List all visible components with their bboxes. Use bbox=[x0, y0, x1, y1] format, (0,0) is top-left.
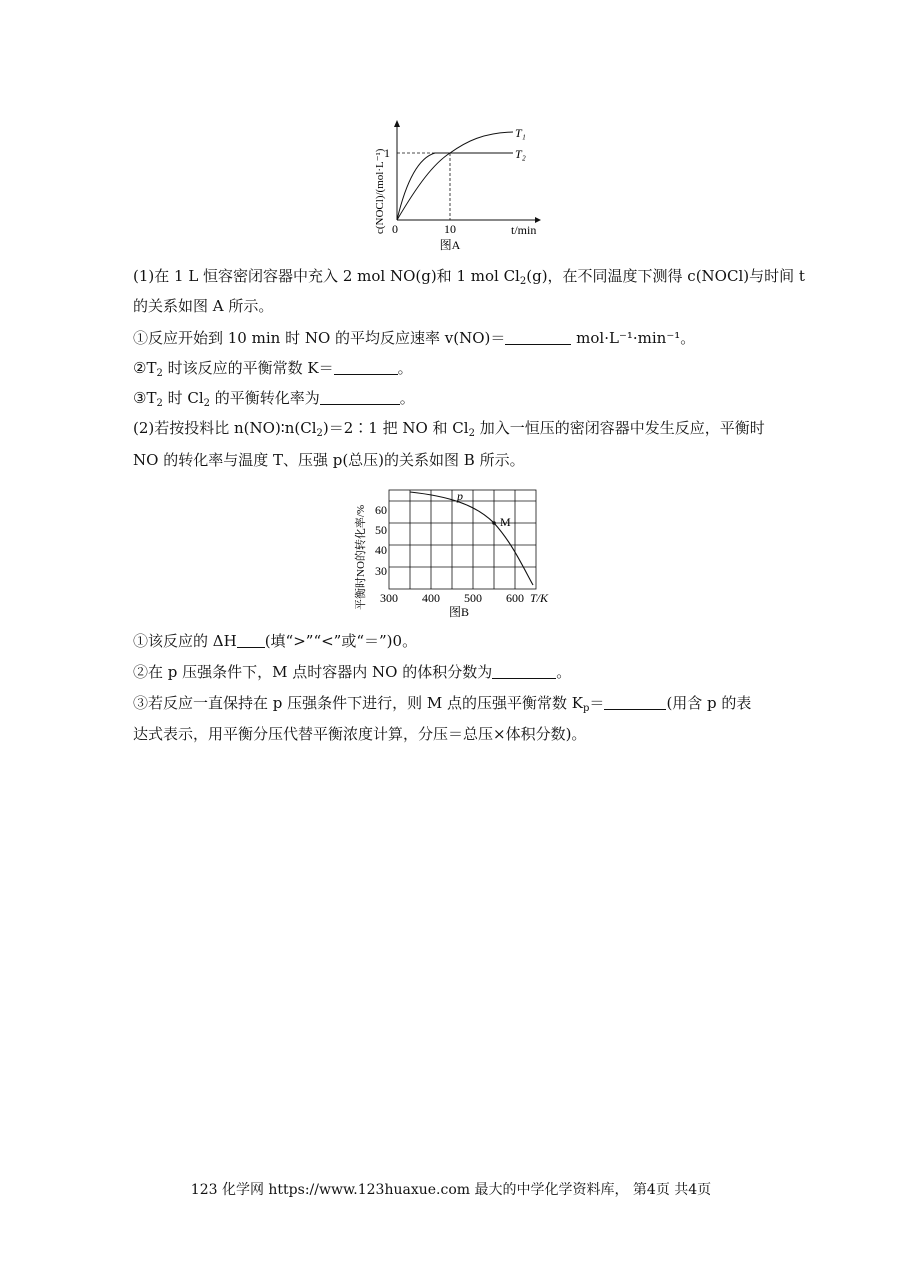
figure-b-tick-y-40: 40 bbox=[375, 543, 387, 557]
q2-intro-sub-a: 2 bbox=[316, 428, 323, 439]
figure-b-chart bbox=[347, 480, 562, 620]
figure-a-chart bbox=[355, 116, 545, 256]
q1-intro-line2: 的关系如图 A 所示。 bbox=[133, 297, 274, 315]
figure-a-label-t1: T₁ bbox=[515, 126, 526, 140]
q2-intro-sub-b: 2 bbox=[468, 428, 475, 439]
figure-b-point-m bbox=[492, 521, 496, 525]
q2-intro-line1 bbox=[133, 418, 782, 438]
q2-item-3-text-a: ③若反应一直保持在 p 压强条件下进行，则 M 点的压强平衡常数 K bbox=[133, 694, 584, 712]
q1-item-1-blank[interactable] bbox=[505, 330, 571, 345]
figure-a-tick-x-10: 10 bbox=[444, 222, 456, 236]
figure-a-tick-y-1: 1 bbox=[384, 146, 390, 160]
q2-item-3-blank[interactable] bbox=[604, 695, 666, 710]
figure-a-y-label: c(NOCl)/(mol·L⁻¹) bbox=[374, 148, 386, 234]
q2-item-3-sub: p bbox=[583, 703, 590, 714]
q1-item-2 bbox=[133, 358, 782, 378]
q2-item-2-blank[interactable] bbox=[492, 664, 556, 679]
figure-b-tick-y-50: 50 bbox=[375, 523, 387, 537]
figure-a bbox=[355, 116, 545, 256]
figure-b-tick-x-500: 500 bbox=[464, 591, 482, 605]
figure-b-tick-y-30: 30 bbox=[375, 564, 387, 578]
q1-intro-sub: 2 bbox=[519, 276, 527, 287]
figure-a-label-t2: T₂ bbox=[515, 147, 526, 161]
q1-intro-text-a: (1)在 1 L 恒容密闭容器中充入 2 mol NO(g)和 1 mol Cl bbox=[133, 267, 520, 285]
q2-item-2-text-a: ②在 p 压强条件下，M 点时容器内 NO 的体积分数为 bbox=[133, 663, 493, 681]
q1-intro-line1 bbox=[133, 266, 805, 287]
figure-b-label-m: M bbox=[500, 515, 511, 529]
q1-item-3-sub-cl: 2 bbox=[203, 398, 211, 409]
figure-b-tick-x-600: 600 bbox=[506, 591, 524, 605]
figure-b-tick-x-300: 300 bbox=[380, 591, 398, 605]
q2-item-3 bbox=[133, 693, 782, 713]
q1-item-3-sub-t: 2 bbox=[156, 398, 163, 409]
q1-item-3-text-d: 。 bbox=[399, 389, 415, 407]
q1-item-2-text-a: ②T bbox=[133, 359, 157, 377]
q2-item-1-text-a: ①该反应的 ΔH bbox=[133, 632, 237, 650]
figure-b-tick-x-400: 400 bbox=[422, 591, 440, 605]
figure-b bbox=[347, 480, 562, 620]
figure-a-x-label: t/min bbox=[511, 223, 537, 237]
q1-item-2-text-b: 时该反应的平衡常数 K＝ bbox=[162, 359, 334, 377]
q1-item-1 bbox=[133, 328, 782, 348]
figure-a-caption: 图A bbox=[439, 238, 461, 252]
q1-item-1-text-b: mol·L⁻¹·min⁻¹。 bbox=[571, 329, 696, 347]
figure-a-curve-t1 bbox=[397, 132, 513, 220]
figure-b-y-label: 平衡时NO的转化率/% bbox=[355, 504, 367, 610]
page-footer: 123 化学网 https://www.123huaxue.com 最大的中学化学资料库， 第4页 共4页 bbox=[190, 1182, 712, 1198]
q2-item-2-text-b: 。 bbox=[556, 663, 572, 681]
q2-item-3-text-b: ＝ bbox=[589, 694, 605, 712]
q1-item-3 bbox=[133, 388, 782, 408]
q2-intro-line2: NO 的转化率与温度 T、压强 p(总压)的关系如图 B 所示。 bbox=[133, 451, 525, 469]
figure-b-label-p: p bbox=[457, 489, 463, 503]
q2-item-1-text-b: (填“>”“<”或“＝”)0。 bbox=[264, 632, 418, 650]
q1-item-3-text-a: ③T bbox=[133, 389, 157, 407]
figure-a-tick-x-0: 0 bbox=[392, 222, 398, 236]
q2-item-2 bbox=[133, 662, 782, 682]
q1-item-3-text-c: 的平衡转化率为 bbox=[210, 389, 320, 407]
figure-b-caption: 图B bbox=[448, 605, 470, 619]
q2-item-1-blank[interactable] bbox=[237, 633, 265, 648]
q2-item-3-line2: 达式表示，用平衡分压代替平衡浓度计算，分压＝总压×体积分数)。 bbox=[133, 725, 587, 743]
figure-b-x-label: T/K bbox=[530, 591, 549, 605]
figure-b-curve-p bbox=[410, 492, 533, 585]
q2-item-3-text-c: (用含 p 的表 bbox=[666, 694, 752, 712]
q2-intro-text-a: (2)若按投料比 n(NO)∶n(Cl bbox=[133, 419, 317, 437]
q1-item-1-text-a: ①反应开始到 10 min 时 NO 的平均反应速率 v(NO)＝ bbox=[133, 329, 506, 347]
q1-item-2-blank[interactable] bbox=[334, 360, 398, 375]
q2-intro-text-b: )＝2∶1 把 NO 和 Cl bbox=[322, 419, 469, 437]
q1-item-3-blank[interactable] bbox=[320, 390, 400, 405]
q2-intro-text-c: 加入一恒压的密闭容器中发生反应，平衡时 bbox=[474, 419, 765, 437]
q2-item-1 bbox=[133, 631, 782, 651]
figure-b-grid bbox=[389, 490, 536, 589]
figure-b-tick-y-60: 60 bbox=[375, 503, 387, 517]
q1-item-2-text-c: 。 bbox=[397, 359, 413, 377]
figure-a-y-arrow bbox=[394, 120, 400, 127]
q1-intro-text-b: (g)，在不同温度下测得 c(NOCl)与时间 t bbox=[526, 267, 805, 285]
q1-item-3-text-b: 时 Cl bbox=[162, 389, 204, 407]
q1-item-2-sub: 2 bbox=[156, 368, 163, 379]
figure-a-curve-t2 bbox=[397, 153, 513, 220]
